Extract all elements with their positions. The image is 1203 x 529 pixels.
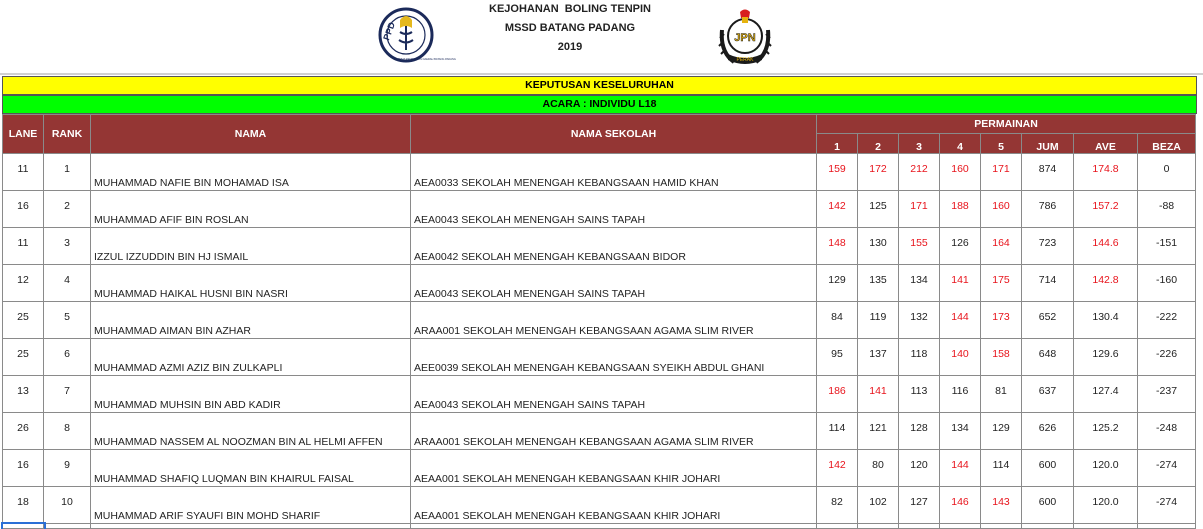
game-5-cell: 173 — [981, 302, 1022, 339]
game-3-cell: 134 — [899, 265, 940, 302]
lane-cell: 12 — [3, 265, 44, 302]
game-5-cell: 164 — [981, 228, 1022, 265]
average-cell: 120.0 — [1074, 450, 1138, 487]
svg-text:PPD: PPD — [381, 20, 398, 42]
results-body — [3, 154, 1196, 529]
svg-text:PERAK: PERAK — [736, 57, 754, 63]
difference-cell: -274 — [1138, 487, 1196, 524]
game-5-cell: 129 — [981, 413, 1022, 450]
game-2-cell: 125 — [858, 191, 899, 228]
game-2-cell: 80 — [858, 450, 899, 487]
name-cell: MUHAMMAD NAFIE BIN MOHAMAD ISA — [91, 154, 411, 191]
game-4-cell: 160 — [940, 154, 981, 191]
table-row — [3, 376, 1196, 413]
col-game-5: 5 — [981, 134, 1022, 154]
svg-text:JPN: JPN — [734, 32, 756, 44]
school-cell: AEA0043 SEKOLAH MENENGAH SAINS TAPAH — [411, 265, 817, 302]
col-rank: RANK — [44, 115, 91, 154]
game-3-cell: 127 — [899, 487, 940, 524]
average-cell: 120.0 — [1074, 487, 1138, 524]
total-cell: 648 — [1022, 339, 1074, 376]
game-2-cell: 135 — [858, 265, 899, 302]
lane-cell: 11 — [3, 154, 44, 191]
title-line-3: 2019 — [557, 41, 583, 53]
total-cell: 600 — [1022, 487, 1074, 524]
difference-cell: -160 — [1138, 265, 1196, 302]
game-1-cell: 114 — [817, 413, 858, 450]
average-cell: 130.4 — [1074, 302, 1138, 339]
name-cell: MUHAMMAD NASSEM AL NOOZMAN BIN AL HELMI AFFEN — [91, 413, 411, 450]
lane-cell: 25 — [3, 302, 44, 339]
game-4-cell: 126 — [940, 228, 981, 265]
average-cell: 174.8 — [1074, 154, 1138, 191]
difference-cell: 0 — [1138, 154, 1196, 191]
table-row — [3, 413, 1196, 450]
svg-text:PEJABAT PENDIDIKAN DAERAH BATA: PEJABAT PENDIDIKAN DAERAH BATANG PADANG — [394, 58, 456, 61]
col-average: AVE — [1074, 134, 1138, 154]
empty-cell — [91, 524, 411, 529]
name-cell: MUHAMMAD MUHSIN BIN ABD KADIR — [91, 376, 411, 413]
lane-cell: 25 — [3, 339, 44, 376]
empty-cell — [1074, 524, 1138, 529]
name-cell: MUHAMMAD AFIF BIN ROSLAN — [91, 191, 411, 228]
difference-cell: -226 — [1138, 339, 1196, 376]
game-1-cell: 159 — [817, 154, 858, 191]
col-school: NAMA SEKOLAH — [411, 115, 817, 154]
rank-cell: 6 — [44, 339, 91, 376]
name-cell: MUHAMMAD AIMAN BIN AZHAR — [91, 302, 411, 339]
game-3-cell: 132 — [899, 302, 940, 339]
table-row-partial — [3, 524, 1196, 529]
game-5-cell: 143 — [981, 487, 1022, 524]
lane-cell: 16 — [3, 191, 44, 228]
game-1-cell: 129 — [817, 265, 858, 302]
game-1-cell: 95 — [817, 339, 858, 376]
game-5-cell: 158 — [981, 339, 1022, 376]
game-1-cell: 82 — [817, 487, 858, 524]
game-2-cell: 137 — [858, 339, 899, 376]
game-1-cell: 148 — [817, 228, 858, 265]
rank-cell: 5 — [44, 302, 91, 339]
school-cell: AEA0043 SEKOLAH MENENGAH SAINS TAPAH — [411, 376, 817, 413]
game-3-cell: 113 — [899, 376, 940, 413]
table-row — [3, 154, 1196, 191]
result-banner: KEPUTUSAN KESELURUHAN — [2, 76, 1197, 95]
rank-cell: 4 — [44, 265, 91, 302]
game-2-cell: 119 — [858, 302, 899, 339]
table-row — [3, 339, 1196, 376]
col-game-2: 2 — [858, 134, 899, 154]
game-5-cell: 175 — [981, 265, 1022, 302]
average-cell: 144.6 — [1074, 228, 1138, 265]
game-2-cell: 130 — [858, 228, 899, 265]
average-cell: 125.2 — [1074, 413, 1138, 450]
game-2-cell: 102 — [858, 487, 899, 524]
total-cell: 786 — [1022, 191, 1074, 228]
game-5-cell: 81 — [981, 376, 1022, 413]
total-cell: 652 — [1022, 302, 1074, 339]
difference-cell: -88 — [1138, 191, 1196, 228]
empty-cell — [817, 524, 858, 529]
difference-cell: -274 — [1138, 450, 1196, 487]
empty-cell — [899, 524, 940, 529]
table-row — [3, 450, 1196, 487]
game-1-cell: 84 — [817, 302, 858, 339]
game-3-cell: 212 — [899, 154, 940, 191]
game-1-cell: 186 — [817, 376, 858, 413]
ppd-logo — [378, 6, 456, 64]
game-4-cell: 116 — [940, 376, 981, 413]
table-row — [3, 487, 1196, 524]
average-cell: 157.2 — [1074, 191, 1138, 228]
title-line-1: KEJOHANAN BOLING TENPIN — [489, 3, 651, 15]
empty-cell — [858, 524, 899, 529]
total-cell: 874 — [1022, 154, 1074, 191]
school-cell: AEAA001 SEKOLAH MENENGAH KEBANGSAAN KHIR JOHARI — [411, 450, 817, 487]
average-cell: 142.8 — [1074, 265, 1138, 302]
jpn-perak-logo — [716, 8, 774, 68]
rank-cell: 7 — [44, 376, 91, 413]
game-4-cell: 144 — [940, 450, 981, 487]
game-2-cell: 121 — [858, 413, 899, 450]
game-4-cell: 146 — [940, 487, 981, 524]
rank-cell: 2 — [44, 191, 91, 228]
game-3-cell: 120 — [899, 450, 940, 487]
game-1-cell: 142 — [817, 191, 858, 228]
school-cell: AEAA001 SEKOLAH MENENGAH KEBANGSAAN KHIR JOHARI — [411, 487, 817, 524]
game-4-cell: 188 — [940, 191, 981, 228]
col-game-3: 3 — [899, 134, 940, 154]
col-total: JUM — [1022, 134, 1074, 154]
lane-cell: 26 — [3, 413, 44, 450]
total-cell: 723 — [1022, 228, 1074, 265]
col-difference: BEZA — [1138, 134, 1196, 154]
name-cell: MUHAMMAD SHAFIQ LUQMAN BIN KHAIRUL FAISAL — [91, 450, 411, 487]
total-cell: 714 — [1022, 265, 1074, 302]
game-4-cell: 140 — [940, 339, 981, 376]
rank-cell: 10 — [44, 487, 91, 524]
rank-cell: 1 — [44, 154, 91, 191]
game-4-cell: 144 — [940, 302, 981, 339]
event-banner: ACARA : INDIVIDU L18 — [2, 95, 1197, 114]
school-cell: ARAA001 SEKOLAH MENENGAH KEBANGSAAN AGAMA SLIM RIVER — [411, 302, 817, 339]
game-4-cell: 141 — [940, 265, 981, 302]
empty-cell — [3, 524, 44, 529]
difference-cell: -151 — [1138, 228, 1196, 265]
empty-cell — [44, 524, 91, 529]
game-5-cell: 160 — [981, 191, 1022, 228]
empty-cell — [1022, 524, 1074, 529]
col-game-4: 4 — [940, 134, 981, 154]
school-cell: AEE0039 SEKOLAH MENENGAH KEBANGSAAN SYEIKH ABDUL GHANI — [411, 339, 817, 376]
col-name: NAMA — [91, 115, 411, 154]
col-lane: LANE — [3, 115, 44, 154]
difference-cell: -248 — [1138, 413, 1196, 450]
table-row — [3, 191, 1196, 228]
school-cell: ARAA001 SEKOLAH MENENGAH KEBANGSAAN AGAMA SLIM RIVER — [411, 413, 817, 450]
col-game-1: 1 — [817, 134, 858, 154]
table-row — [3, 228, 1196, 265]
school-cell: AEA0033 SEKOLAH MENENGAH KEBANGSAAN HAMID KHAN — [411, 154, 817, 191]
average-cell: 129.6 — [1074, 339, 1138, 376]
empty-cell — [981, 524, 1022, 529]
empty-cell — [411, 524, 817, 529]
game-3-cell: 155 — [899, 228, 940, 265]
game-4-cell: 134 — [940, 413, 981, 450]
empty-cell — [1138, 524, 1196, 529]
game-2-cell: 172 — [858, 154, 899, 191]
difference-cell: -222 — [1138, 302, 1196, 339]
average-cell: 127.4 — [1074, 376, 1138, 413]
total-cell: 637 — [1022, 376, 1074, 413]
difference-cell: -237 — [1138, 376, 1196, 413]
lane-cell: 16 — [3, 450, 44, 487]
report-title-block — [430, 0, 710, 57]
title-line-2: MSSD BATANG PADANG — [504, 22, 636, 34]
rank-cell: 9 — [44, 450, 91, 487]
name-cell: MUHAMMAD ARIF SYAUFI BIN MOHD SHARIF — [91, 487, 411, 524]
rank-cell: 3 — [44, 228, 91, 265]
game-3-cell: 118 — [899, 339, 940, 376]
game-5-cell: 171 — [981, 154, 1022, 191]
lane-cell: 11 — [3, 228, 44, 265]
game-3-cell: 128 — [899, 413, 940, 450]
header-divider — [0, 73, 1203, 75]
school-cell: AEA0043 SEKOLAH MENENGAH SAINS TAPAH — [411, 191, 817, 228]
name-cell: MUHAMMAD HAIKAL HUSNI BIN NASRI — [91, 265, 411, 302]
lane-cell: 13 — [3, 376, 44, 413]
lane-cell: 18 — [3, 487, 44, 524]
table-row — [3, 302, 1196, 339]
table-row — [3, 265, 1196, 302]
total-cell: 626 — [1022, 413, 1074, 450]
total-cell: 600 — [1022, 450, 1074, 487]
name-cell: MUHAMMAD AZMI AZIZ BIN ZULKAPLI — [91, 339, 411, 376]
empty-cell — [940, 524, 981, 529]
name-cell: IZZUL IZZUDDIN BIN HJ ISMAIL — [91, 228, 411, 265]
game-3-cell: 171 — [899, 191, 940, 228]
game-1-cell: 142 — [817, 450, 858, 487]
game-2-cell: 141 — [858, 376, 899, 413]
col-games-group: PERMAINAN — [817, 115, 1196, 134]
rank-cell: 8 — [44, 413, 91, 450]
school-cell: AEA0042 SEKOLAH MENENGAH KEBANGSAAN BIDOR — [411, 228, 817, 265]
results-table — [2, 114, 1196, 529]
game-5-cell: 114 — [981, 450, 1022, 487]
